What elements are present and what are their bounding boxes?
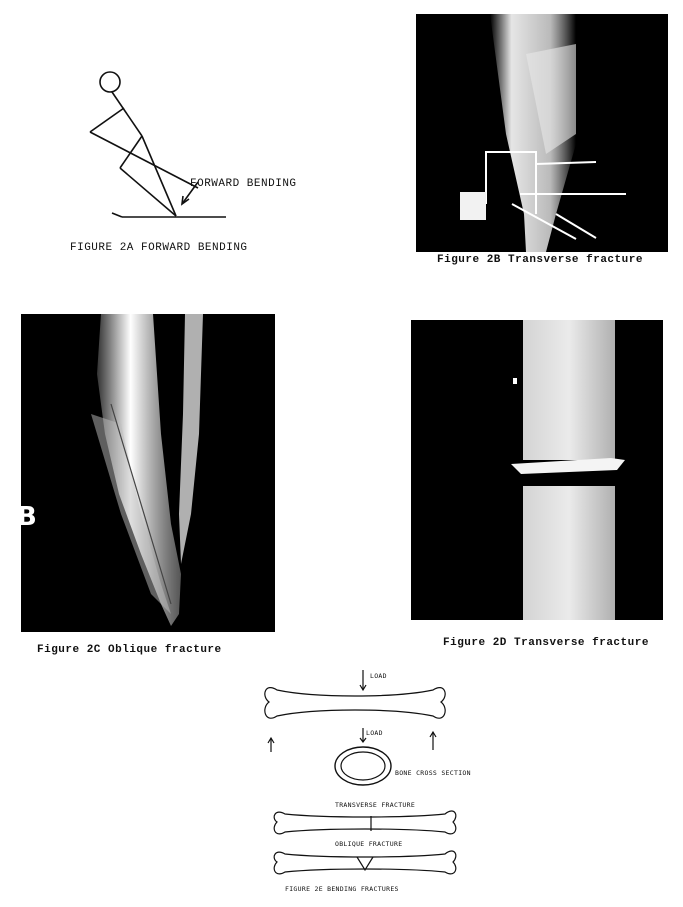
upper-bone-segment <box>523 320 615 460</box>
figure-2b-caption: Figure 2B Transverse fracture <box>437 254 643 266</box>
figure-2c-xray <box>17 314 275 632</box>
shin <box>120 168 176 216</box>
figure-2a <box>80 60 320 230</box>
upper-arm <box>90 108 124 132</box>
bending-fracture-diagram <box>255 668 495 903</box>
metal-clip <box>460 192 486 220</box>
head <box>100 72 120 92</box>
oblique-label: OBLIQUE FRACTURE <box>335 840 403 848</box>
bone-cross-section-inner <box>341 752 385 780</box>
back-leg <box>142 136 176 216</box>
figure-2c-caption: Figure 2C Oblique fracture <box>37 644 222 656</box>
figure-2d-xray <box>411 320 663 620</box>
transverse-bone <box>274 811 456 834</box>
transverse-label: TRANSVERSE FRACTURE <box>335 801 416 809</box>
oblique-fracture-line <box>357 857 373 870</box>
stick-figure-diagram <box>80 60 320 230</box>
bone-outline <box>265 688 445 719</box>
figure-2e <box>255 668 495 903</box>
figure-2d-caption: Figure 2D Transverse fracture <box>443 637 649 649</box>
film-marker-b: B <box>17 502 37 532</box>
figure-2b-xray <box>416 14 668 252</box>
fibula <box>179 314 203 564</box>
ski-tip <box>112 213 122 217</box>
forward-bending-label: FORWARD BENDING <box>190 178 297 190</box>
lower-bone-segment <box>523 486 615 620</box>
load-label-top: LOAD <box>370 672 387 680</box>
bone-cross-section-outer <box>335 747 391 785</box>
load-label-mid: LOAD <box>366 729 383 737</box>
thigh <box>120 136 142 168</box>
figure-2e-caption: FIGURE 2E BENDING FRACTURES <box>285 885 399 893</box>
cross-section-label: BONE CROSS SECTION <box>395 769 471 777</box>
fracture-line <box>511 458 625 474</box>
figure-2a-caption: FIGURE 2A FORWARD BENDING <box>70 242 248 254</box>
